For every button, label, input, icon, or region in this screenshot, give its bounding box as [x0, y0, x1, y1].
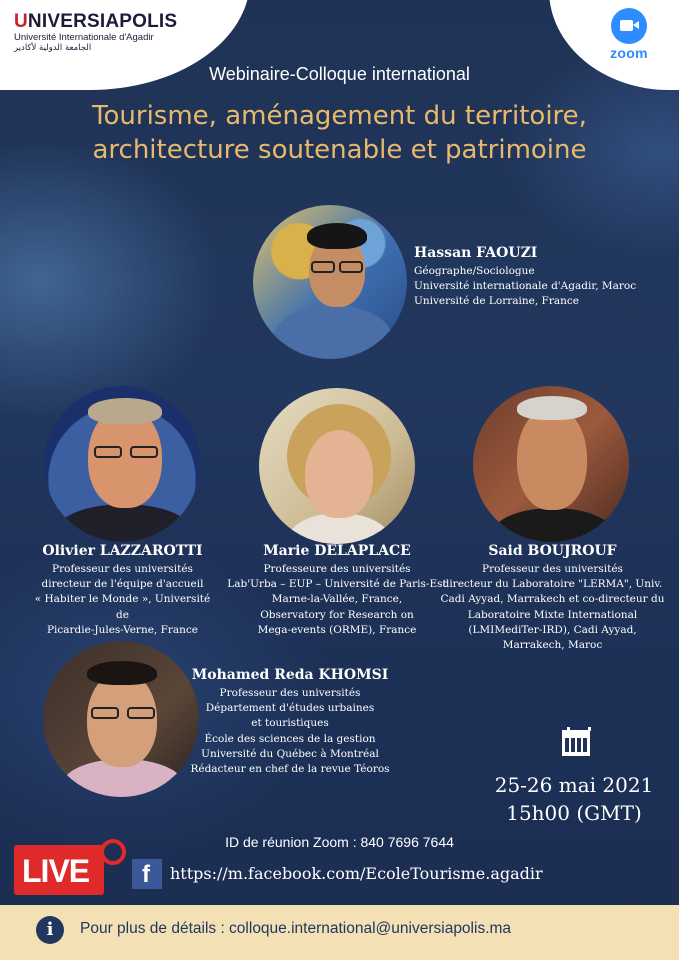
universiapolis-logo	[14, 11, 178, 54]
live-ring-icon	[100, 839, 126, 865]
facebook-link[interactable]: https://m.facebook.com/EcoleTourisme.agadir	[170, 864, 543, 883]
zoom-label: zoom	[610, 45, 648, 61]
info-icon: i	[36, 916, 64, 944]
logo-arabic: الجامعة الدولية لأكادير	[14, 43, 92, 53]
title-line-1: Tourisme, aménagement du territoire,	[92, 101, 587, 131]
event-date-days: 25-26 mai 2021	[494, 773, 654, 797]
zoom-meeting-id: ID de réunion Zoom : 840 7696 7644	[225, 834, 454, 850]
live-label: LIVE	[22, 853, 90, 889]
speaker-name-mohamed: Mohamed Reda KHOMSI	[191, 667, 389, 683]
event-subtitle: Webinaire-Colloque international	[209, 64, 470, 84]
event-date-time: 15h00 (GMT)	[506, 801, 642, 825]
facebook-icon: f	[132, 859, 162, 889]
speaker-name-said: Said BOUJROUF	[488, 543, 617, 559]
speaker-name-marie: Marie DELAPLACE	[263, 543, 411, 559]
logo-name-rest: NIVERSIAPOLIS	[27, 11, 178, 32]
live-badge	[14, 839, 120, 899]
speaker-name-olivier: Olivier LAZZAROTTI	[42, 543, 203, 559]
speaker-photo-marie	[259, 388, 415, 544]
speaker-name-hassan: Hassan FAOUZI	[414, 245, 538, 261]
calendar-icon	[562, 727, 590, 755]
speaker-desc-hassan: Géographe/Sociologue Université internationale d'Agadir, Maroc Université de Lorraine, France	[414, 265, 637, 308]
logo-name	[14, 11, 178, 32]
speaker-photo-hassan	[253, 205, 407, 359]
logo-subtitle: Université Internationale d'Agadir	[14, 32, 154, 43]
speaker-photo-said	[473, 386, 629, 542]
speaker-desc-said: Professeur des universités directeur du Laboratoire "LERMA", Univ. Cadi Ayyad, Marrakech et co-directeur du Laboratoire Mixte International (LMIMediTer-IRD), Cadi Ayyad, Marrakech, Maroc	[440, 563, 665, 652]
contact-text[interactable]: Pour plus de détails : colloque.international@universiapolis.ma	[80, 920, 512, 937]
speaker-desc-olivier: Professeur des universités directeur de l'équipe d'accueil « Habiter le Monde », Université de Picardie-Jules-Verne, France	[34, 563, 211, 636]
speaker-desc-mohamed: Professeur des universités Département d'études urbaines et touristiques École des sciences de la gestion Université du Québec à Montréal Rédacteur en chef de la revue Téoros	[190, 687, 390, 776]
speaker-desc-marie: Professeure des universités Lab'Urba – EUP – Université de Paris-Est Marne-la-Vallée, France, Observatory for Research on Mega-events (ORME), France	[227, 563, 447, 636]
speaker-photo-olivier	[44, 386, 200, 542]
logo-initial: U	[14, 11, 28, 32]
event-date	[494, 771, 654, 827]
event-title	[20, 99, 659, 167]
zoom-camera-icon	[611, 8, 647, 44]
title-line-2: architecture soutenable et patrimoine	[92, 135, 587, 165]
speaker-photo-mohamed	[43, 641, 199, 797]
zoom-logo	[603, 8, 655, 61]
